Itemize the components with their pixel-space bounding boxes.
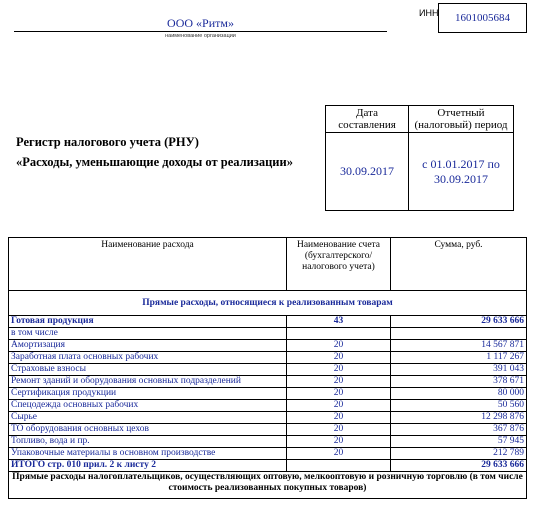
row-account: 20 [287, 364, 391, 376]
row-account [287, 328, 391, 340]
row-account: 20 [287, 388, 391, 400]
period-header: Отчетный (налоговый) период [409, 106, 514, 133]
section-title: Прямые расходы, относящиеся к реализованным товарам [9, 291, 527, 316]
date-header: Дата составления [326, 106, 409, 133]
table-row [9, 460, 527, 472]
register-title [16, 132, 293, 172]
row-expense-name: Упаковочные материалы в основном производстве [9, 448, 287, 460]
row-account: 20 [287, 436, 391, 448]
table-row [9, 424, 527, 436]
row-sum: 29 633 666 [391, 316, 527, 328]
row-sum: 80 000 [391, 388, 527, 400]
table-row [9, 436, 527, 448]
row-account: 20 [287, 412, 391, 424]
row-account: 20 [287, 448, 391, 460]
row-expense-name: Спецодежда основных рабочих [9, 400, 287, 412]
row-account: 43 [287, 316, 391, 328]
register-title-line1: Регистр налогового учета (РНУ) [16, 135, 199, 149]
row-expense-name: Страховые взносы [9, 364, 287, 376]
row-expense-name: Топливо, вода и пр. [9, 436, 287, 448]
table-row [9, 388, 527, 400]
row-expense-name: Сырье [9, 412, 287, 424]
header-account: Наименование счета (бухгалтерского/ налогового учета) [287, 238, 391, 291]
table-row [9, 328, 527, 340]
row-account: 20 [287, 352, 391, 364]
row-expense-name: Амортизация [9, 340, 287, 352]
table-row [9, 412, 527, 424]
row-account: 20 [287, 424, 391, 436]
expenses-table [8, 237, 527, 499]
row-account: 20 [287, 400, 391, 412]
final-section-title: Прямые расходы налогоплательщиков, осуществляющих оптовую, мелкооптовую и розничную торговлю (в том числе стоимость реализованных покупных товаров) [9, 472, 527, 499]
table-row [9, 400, 527, 412]
date-value: 30.09.2017 [326, 133, 409, 211]
register-title-line2: «Расходы, уменьшающие доходы от реализации» [16, 155, 293, 169]
inn-label: ИНН [419, 8, 439, 18]
row-sum [391, 328, 527, 340]
table-row [9, 448, 527, 460]
table-row [9, 364, 527, 376]
row-account: 20 [287, 340, 391, 352]
dates-table [325, 105, 514, 211]
organization-underline [14, 31, 387, 32]
row-expense-name: в том числе [9, 328, 287, 340]
table-body [9, 316, 527, 472]
row-account [287, 460, 391, 472]
row-sum: 50 560 [391, 400, 527, 412]
inn-value: 1601005684 [438, 3, 527, 33]
row-sum: 12 298 876 [391, 412, 527, 424]
row-account: 20 [287, 376, 391, 388]
table-row [9, 376, 527, 388]
row-sum: 367 876 [391, 424, 527, 436]
row-sum: 1 117 267 [391, 352, 527, 364]
row-sum: 391 043 [391, 364, 527, 376]
row-expense-name: ИТОГО стр. 010 прил. 2 к листу 2 [9, 460, 287, 472]
header-sum: Сумма, руб. [391, 238, 527, 291]
row-expense-name: ТО оборудования основных цехов [9, 424, 287, 436]
row-sum: 57 945 [391, 436, 527, 448]
organization-name: ООО «Ритм» [167, 16, 234, 30]
header-expense-name: Наименование расхода [9, 238, 287, 291]
organization-caption: наименование организации [165, 33, 236, 39]
row-sum: 14 567 871 [391, 340, 527, 352]
row-expense-name: Заработная плата основных рабочих [9, 352, 287, 364]
table-row [9, 316, 527, 328]
row-sum: 212 789 [391, 448, 527, 460]
row-sum: 29 633 666 [391, 460, 527, 472]
row-expense-name: Ремонт зданий и оборудования основных подразделений [9, 376, 287, 388]
period-value: с 01.01.2017 по 30.09.2017 [409, 133, 514, 211]
row-expense-name: Готовая продукция [9, 316, 287, 328]
row-sum: 378 671 [391, 376, 527, 388]
table-row [9, 340, 527, 352]
row-expense-name: Сертификация продукции [9, 388, 287, 400]
table-row [9, 352, 527, 364]
